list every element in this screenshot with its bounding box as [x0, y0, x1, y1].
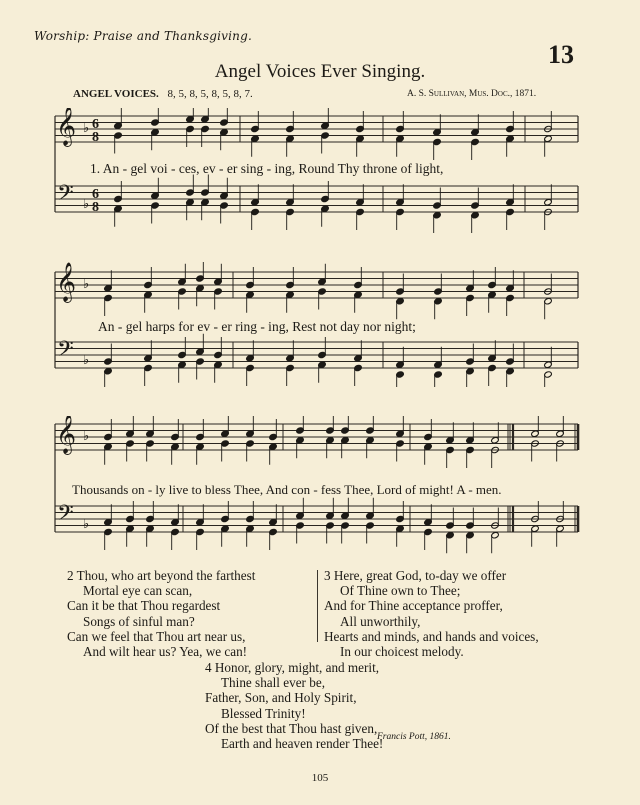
svg-text:6: 6 [92, 187, 99, 202]
verse-line: Blessed Trinity! [221, 705, 306, 721]
svg-text:8: 8 [92, 200, 99, 215]
verse-4 [205, 660, 383, 751]
verse-line: And wilt hear us? Yea, we can! [83, 644, 248, 660]
verse-line: Thine shall ever be, [221, 675, 325, 691]
verse-line: 4 Honor, glory, might, and merit, [205, 660, 380, 675]
svg-text:𝄞: 𝄞 [56, 108, 77, 146]
verse-2 [67, 568, 255, 659]
hymn-author: Francis Pott, 1861. [377, 732, 451, 742]
svg-text:♭: ♭ [83, 517, 90, 532]
verse-line: Earth and heaven render Thee! [221, 736, 384, 752]
svg-text:♭: ♭ [83, 429, 90, 444]
verse-divider [317, 570, 318, 642]
tune-name: ANGEL VOICES. [73, 88, 159, 100]
svg-text:𝄞: 𝄞 [56, 262, 77, 302]
verse-line: 3 Here, great God, to-day we offer [324, 568, 507, 583]
verse-line: In our choicest melody. [340, 644, 464, 660]
lyrics-line-3: Thousands on - ly live to bless Thee, And con - fess Thee, Lord of might! A - men. [72, 482, 502, 497]
verse-line: Can we feel that Thou art near us, [67, 628, 246, 644]
svg-text:𝄞: 𝄞 [56, 416, 77, 454]
verse-line: Of Thine own to Thee; [340, 583, 461, 599]
composer-credit: A. S. Sullivan, Mus. Doc., 1871. [407, 89, 537, 99]
hymn-number: 13 [548, 40, 574, 69]
hymn-title: Angel Voices Ever Singing. [214, 61, 426, 82]
lyrics-line-2: An - gel harps for ev - er ring - ing, Rest not day nor night; [98, 319, 416, 334]
verse-line: All unworthily, [340, 613, 421, 629]
verse-3 [324, 568, 539, 659]
verse-line: Hearts and minds, and hands and voices, [324, 628, 539, 644]
section-header: Worship: Praise and Thanksgiving. [34, 29, 253, 43]
tune-meter: 8, 5, 8, 5, 8, 5, 8, 7. [167, 88, 253, 100]
lyrics-line-1: 1. An - gel voi - ces, ev - er sing - ing, Round Thy throne of light, [90, 161, 444, 176]
verse-line: Songs of sinful man? [83, 613, 195, 629]
verse-line: Can it be that Thou regardest [67, 598, 221, 614]
page-number: 105 [311, 772, 329, 784]
svg-text:♭: ♭ [83, 353, 90, 368]
tune-info [73, 88, 253, 100]
svg-text:♭: ♭ [83, 277, 90, 292]
svg-text:♭: ♭ [83, 197, 90, 212]
svg-text:8: 8 [92, 130, 99, 145]
svg-text:6: 6 [92, 117, 99, 132]
svg-text:𝄢: 𝄢 [57, 501, 74, 531]
svg-text:𝄢: 𝄢 [57, 181, 74, 211]
verse-line: 2 Thou, who art beyond the farthest [67, 568, 256, 583]
svg-text:𝄢: 𝄢 [57, 337, 74, 367]
verse-line: Mortal eye can scan, [83, 583, 193, 599]
svg-text:♭: ♭ [83, 121, 90, 136]
verse-line: Father, Son, and Holy Spirit, [205, 690, 357, 706]
verse-line: And for Thine acceptance proffer, [324, 598, 503, 614]
verse-line: Of the best that Thou hast given, [205, 720, 378, 736]
